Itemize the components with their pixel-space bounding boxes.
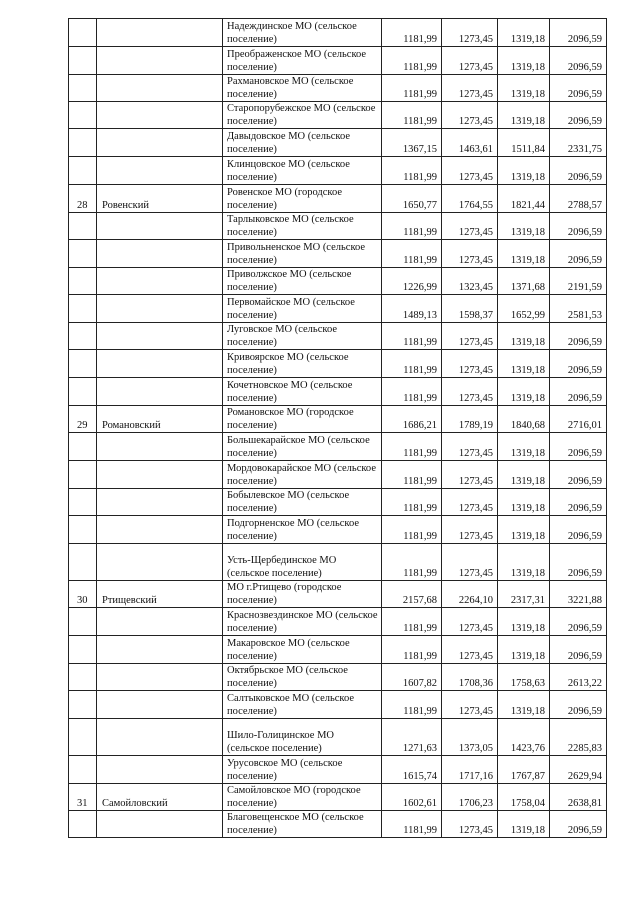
municipality-name: Первомайское МО (сельское поселение) bbox=[223, 295, 382, 323]
tariff-table bbox=[68, 18, 607, 838]
value-col-2: 1273,45 bbox=[442, 157, 498, 185]
value-col-3: 1319,18 bbox=[498, 433, 550, 461]
value-col-2: 1273,45 bbox=[442, 461, 498, 489]
value-col-3: 1319,18 bbox=[498, 19, 550, 47]
value-col-4: 2096,59 bbox=[550, 47, 607, 75]
value-col-2: 2264,10 bbox=[442, 581, 498, 608]
value-col-2: 1273,45 bbox=[442, 19, 498, 47]
table-row bbox=[69, 608, 607, 636]
value-col-1: 1686,21 bbox=[382, 406, 442, 433]
row-number bbox=[69, 240, 97, 268]
table-row bbox=[69, 433, 607, 461]
value-col-1: 1602,61 bbox=[382, 784, 442, 811]
municipality-name: Давыдовское МО (сельское поселение) bbox=[223, 129, 382, 157]
value-col-1: 1181,99 bbox=[382, 461, 442, 489]
value-col-2: 1708,36 bbox=[442, 664, 498, 691]
row-number bbox=[69, 608, 97, 636]
district-name bbox=[97, 489, 223, 516]
value-col-4: 2096,59 bbox=[550, 608, 607, 636]
municipality-name: Рахмановское МО (сельское поселение) bbox=[223, 75, 382, 102]
table-row bbox=[69, 516, 607, 544]
table-row bbox=[69, 295, 607, 323]
district-name: Ровенский bbox=[97, 185, 223, 213]
value-col-1: 1181,99 bbox=[382, 75, 442, 102]
value-col-3: 1319,18 bbox=[498, 489, 550, 516]
value-col-2: 1717,16 bbox=[442, 756, 498, 784]
value-col-2: 1273,45 bbox=[442, 75, 498, 102]
value-col-1: 1615,74 bbox=[382, 756, 442, 784]
value-col-1: 1226,99 bbox=[382, 268, 442, 295]
row-number bbox=[69, 19, 97, 47]
value-col-3: 1319,18 bbox=[498, 516, 550, 544]
value-col-3: 1319,18 bbox=[498, 213, 550, 240]
municipality-name: Краснозвездинское МО (сельское поселение) bbox=[223, 608, 382, 636]
value-col-1: 1181,99 bbox=[382, 544, 442, 581]
table-row bbox=[69, 664, 607, 691]
row-number bbox=[69, 129, 97, 157]
district-name bbox=[97, 664, 223, 691]
row-number bbox=[69, 636, 97, 664]
value-col-4: 2096,59 bbox=[550, 323, 607, 350]
value-col-3: 1652,99 bbox=[498, 295, 550, 323]
value-col-3: 1319,18 bbox=[498, 544, 550, 581]
value-col-2: 1273,45 bbox=[442, 608, 498, 636]
municipality-name: Ровенское МО (городское поселение) bbox=[223, 185, 382, 213]
value-col-2: 1789,19 bbox=[442, 406, 498, 433]
value-col-4: 2716,01 bbox=[550, 406, 607, 433]
value-col-2: 1273,45 bbox=[442, 323, 498, 350]
row-number bbox=[69, 544, 97, 581]
district-name: Самойловский bbox=[97, 784, 223, 811]
value-col-3: 1767,87 bbox=[498, 756, 550, 784]
value-col-3: 1423,76 bbox=[498, 719, 550, 756]
value-col-3: 1319,18 bbox=[498, 102, 550, 129]
value-col-4: 2096,59 bbox=[550, 75, 607, 102]
district-name bbox=[97, 350, 223, 378]
row-number bbox=[69, 157, 97, 185]
value-col-2: 1706,23 bbox=[442, 784, 498, 811]
row-number: 30 bbox=[69, 581, 97, 608]
municipality-name: МО г.Ртищево (городское поселение) bbox=[223, 581, 382, 608]
value-col-4: 2096,59 bbox=[550, 516, 607, 544]
value-col-1: 1181,99 bbox=[382, 47, 442, 75]
value-col-1: 1181,99 bbox=[382, 102, 442, 129]
value-col-2: 1598,37 bbox=[442, 295, 498, 323]
value-col-1: 1607,82 bbox=[382, 664, 442, 691]
row-number bbox=[69, 47, 97, 75]
value-col-3: 1821,44 bbox=[498, 185, 550, 213]
value-col-3: 1511,84 bbox=[498, 129, 550, 157]
municipality-name: Клинцовское МО (сельское поселение) bbox=[223, 157, 382, 185]
municipality-name: Большекарайское МО (сельское поселение) bbox=[223, 433, 382, 461]
value-col-4: 3221,88 bbox=[550, 581, 607, 608]
row-number bbox=[69, 664, 97, 691]
value-col-3: 2317,31 bbox=[498, 581, 550, 608]
value-col-2: 1273,45 bbox=[442, 213, 498, 240]
table-row bbox=[69, 75, 607, 102]
district-name bbox=[97, 19, 223, 47]
value-col-3: 1319,18 bbox=[498, 378, 550, 406]
table-row bbox=[69, 636, 607, 664]
row-number bbox=[69, 489, 97, 516]
district-name bbox=[97, 75, 223, 102]
municipality-name: Подгорненское МО (сельское поселение) bbox=[223, 516, 382, 544]
district-name bbox=[97, 544, 223, 581]
municipality-name: Мордовокарайское МО (сельское поселение) bbox=[223, 461, 382, 489]
municipality-name: Октябрьское МО (сельское поселение) bbox=[223, 664, 382, 691]
row-number bbox=[69, 811, 97, 838]
row-number bbox=[69, 102, 97, 129]
table-row bbox=[69, 47, 607, 75]
row-number: 28 bbox=[69, 185, 97, 213]
table-row bbox=[69, 185, 607, 213]
value-col-4: 2096,59 bbox=[550, 691, 607, 719]
row-number bbox=[69, 756, 97, 784]
value-col-1: 1181,99 bbox=[382, 691, 442, 719]
row-number bbox=[69, 719, 97, 756]
value-col-4: 2096,59 bbox=[550, 378, 607, 406]
value-col-1: 1181,99 bbox=[382, 378, 442, 406]
table-row bbox=[69, 811, 607, 838]
value-col-4: 2096,59 bbox=[550, 433, 607, 461]
municipality-name: Урусовское МО (сельское поселение) bbox=[223, 756, 382, 784]
value-col-3: 1319,18 bbox=[498, 608, 550, 636]
value-col-3: 1758,04 bbox=[498, 784, 550, 811]
value-col-1: 1181,99 bbox=[382, 350, 442, 378]
municipality-name: Привольненское МО (сельское поселение) bbox=[223, 240, 382, 268]
value-col-3: 1319,18 bbox=[498, 240, 550, 268]
value-col-1: 1181,99 bbox=[382, 213, 442, 240]
value-col-1: 1181,99 bbox=[382, 323, 442, 350]
value-col-4: 2096,59 bbox=[550, 636, 607, 664]
value-col-3: 1758,63 bbox=[498, 664, 550, 691]
value-col-2: 1273,45 bbox=[442, 240, 498, 268]
municipality-name: Благовещенское МО (сельское поселение) bbox=[223, 811, 382, 838]
value-col-3: 1319,18 bbox=[498, 157, 550, 185]
value-col-1: 2157,68 bbox=[382, 581, 442, 608]
district-name bbox=[97, 213, 223, 240]
table-row bbox=[69, 544, 607, 581]
table-row bbox=[69, 240, 607, 268]
value-col-4: 2096,59 bbox=[550, 157, 607, 185]
row-number bbox=[69, 75, 97, 102]
district-name bbox=[97, 378, 223, 406]
municipality-name: Усть-Щербединское МО (сельское поселение) bbox=[223, 544, 382, 581]
value-col-4: 2285,83 bbox=[550, 719, 607, 756]
value-col-4: 2638,81 bbox=[550, 784, 607, 811]
value-col-1: 1271,63 bbox=[382, 719, 442, 756]
municipality-name: Шило-Голицинское МО (сельское поселение) bbox=[223, 719, 382, 756]
municipality-name: Бобылевское МО (сельское поселение) bbox=[223, 489, 382, 516]
municipality-name: Романовское МО (городское поселение) bbox=[223, 406, 382, 433]
value-col-3: 1319,18 bbox=[498, 811, 550, 838]
value-col-2: 1273,45 bbox=[442, 811, 498, 838]
value-col-4: 2096,59 bbox=[550, 213, 607, 240]
value-col-3: 1840,68 bbox=[498, 406, 550, 433]
district-name bbox=[97, 157, 223, 185]
value-col-4: 2096,59 bbox=[550, 811, 607, 838]
municipality-name: Луговское МО (сельское поселение) bbox=[223, 323, 382, 350]
value-col-4: 2191,59 bbox=[550, 268, 607, 295]
value-col-1: 1181,99 bbox=[382, 811, 442, 838]
value-col-3: 1319,18 bbox=[498, 47, 550, 75]
row-number bbox=[69, 268, 97, 295]
value-col-2: 1273,45 bbox=[442, 489, 498, 516]
table-row bbox=[69, 129, 607, 157]
value-col-4: 2629,94 bbox=[550, 756, 607, 784]
value-col-4: 2096,59 bbox=[550, 350, 607, 378]
row-number bbox=[69, 461, 97, 489]
district-name bbox=[97, 636, 223, 664]
value-col-2: 1273,45 bbox=[442, 350, 498, 378]
municipality-name: Надеждинское МО (сельское поселение) bbox=[223, 19, 382, 47]
value-col-4: 2331,75 bbox=[550, 129, 607, 157]
district-name bbox=[97, 461, 223, 489]
value-col-4: 2096,59 bbox=[550, 19, 607, 47]
table-row bbox=[69, 461, 607, 489]
table-row bbox=[69, 350, 607, 378]
district-name bbox=[97, 719, 223, 756]
district-name bbox=[97, 811, 223, 838]
district-name bbox=[97, 102, 223, 129]
row-number bbox=[69, 516, 97, 544]
row-number bbox=[69, 350, 97, 378]
value-col-4: 2613,22 bbox=[550, 664, 607, 691]
value-col-4: 2788,57 bbox=[550, 185, 607, 213]
value-col-3: 1319,18 bbox=[498, 350, 550, 378]
value-col-3: 1319,18 bbox=[498, 691, 550, 719]
table-row bbox=[69, 157, 607, 185]
value-col-1: 1367,15 bbox=[382, 129, 442, 157]
municipality-name: Кочетновское МО (сельское поселение) bbox=[223, 378, 382, 406]
table-row bbox=[69, 268, 607, 295]
value-col-3: 1319,18 bbox=[498, 636, 550, 664]
district-name bbox=[97, 516, 223, 544]
value-col-4: 2096,59 bbox=[550, 489, 607, 516]
district-name bbox=[97, 323, 223, 350]
value-col-1: 1489,13 bbox=[382, 295, 442, 323]
district-name bbox=[97, 268, 223, 295]
table-row bbox=[69, 406, 607, 433]
row-number bbox=[69, 323, 97, 350]
value-col-4: 2096,59 bbox=[550, 461, 607, 489]
table-row bbox=[69, 213, 607, 240]
table-row bbox=[69, 323, 607, 350]
value-col-3: 1319,18 bbox=[498, 323, 550, 350]
district-name: Ртищевский bbox=[97, 581, 223, 608]
row-number: 29 bbox=[69, 406, 97, 433]
municipality-name: Тарлыковское МО (сельское поселение) bbox=[223, 213, 382, 240]
row-number: 31 bbox=[69, 784, 97, 811]
value-col-1: 1181,99 bbox=[382, 240, 442, 268]
value-col-1: 1181,99 bbox=[382, 19, 442, 47]
table-row bbox=[69, 102, 607, 129]
row-number bbox=[69, 295, 97, 323]
value-col-3: 1319,18 bbox=[498, 75, 550, 102]
value-col-1: 1181,99 bbox=[382, 636, 442, 664]
row-number bbox=[69, 213, 97, 240]
municipality-name: Приволжское МО (сельское поселение) bbox=[223, 268, 382, 295]
value-col-2: 1273,45 bbox=[442, 544, 498, 581]
value-col-3: 1319,18 bbox=[498, 461, 550, 489]
value-col-1: 1181,99 bbox=[382, 608, 442, 636]
value-col-2: 1273,45 bbox=[442, 691, 498, 719]
table-row bbox=[69, 756, 607, 784]
value-col-2: 1463,61 bbox=[442, 129, 498, 157]
municipality-name: Преображенское МО (сельское поселение) bbox=[223, 47, 382, 75]
value-col-4: 2096,59 bbox=[550, 102, 607, 129]
table-row bbox=[69, 719, 607, 756]
value-col-1: 1181,99 bbox=[382, 157, 442, 185]
value-col-2: 1273,45 bbox=[442, 102, 498, 129]
district-name bbox=[97, 295, 223, 323]
value-col-2: 1273,45 bbox=[442, 636, 498, 664]
value-col-2: 1273,45 bbox=[442, 47, 498, 75]
district-name bbox=[97, 756, 223, 784]
table-body bbox=[69, 19, 607, 838]
row-number bbox=[69, 691, 97, 719]
value-col-1: 1650,77 bbox=[382, 185, 442, 213]
value-col-2: 1273,45 bbox=[442, 433, 498, 461]
value-col-4: 2096,59 bbox=[550, 544, 607, 581]
district-name bbox=[97, 433, 223, 461]
table-row bbox=[69, 378, 607, 406]
value-col-2: 1373,05 bbox=[442, 719, 498, 756]
district-name bbox=[97, 608, 223, 636]
value-col-2: 1273,45 bbox=[442, 516, 498, 544]
value-col-2: 1273,45 bbox=[442, 378, 498, 406]
value-col-2: 1323,45 bbox=[442, 268, 498, 295]
district-name bbox=[97, 129, 223, 157]
district-name: Романовский bbox=[97, 406, 223, 433]
value-col-4: 2581,53 bbox=[550, 295, 607, 323]
table-row bbox=[69, 691, 607, 719]
row-number bbox=[69, 433, 97, 461]
value-col-4: 2096,59 bbox=[550, 240, 607, 268]
table-row bbox=[69, 581, 607, 608]
value-col-1: 1181,99 bbox=[382, 433, 442, 461]
value-col-3: 1371,68 bbox=[498, 268, 550, 295]
row-number bbox=[69, 378, 97, 406]
municipality-name: Кривоярское МО (сельское поселение) bbox=[223, 350, 382, 378]
municipality-name: Самойловское МО (городское поселение) bbox=[223, 784, 382, 811]
table-row bbox=[69, 784, 607, 811]
municipality-name: Салтыковское МО (сельское поселение) bbox=[223, 691, 382, 719]
district-name bbox=[97, 691, 223, 719]
value-col-1: 1181,99 bbox=[382, 516, 442, 544]
municipality-name: Макаровское МО (сельское поселение) bbox=[223, 636, 382, 664]
municipality-name: Старопорубежское МО (сельское поселение) bbox=[223, 102, 382, 129]
value-col-2: 1764,55 bbox=[442, 185, 498, 213]
table-row bbox=[69, 489, 607, 516]
value-col-1: 1181,99 bbox=[382, 489, 442, 516]
district-name bbox=[97, 47, 223, 75]
table-row bbox=[69, 19, 607, 47]
district-name bbox=[97, 240, 223, 268]
